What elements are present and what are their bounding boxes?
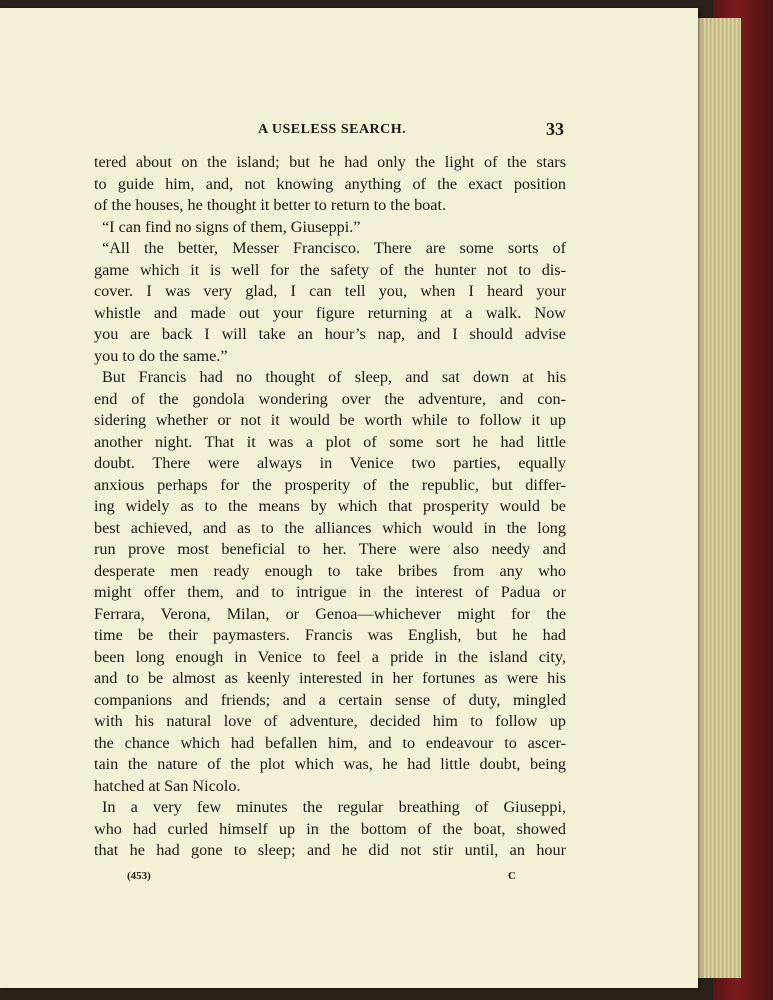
page-header: [0, 119, 698, 144]
text-line: tain the nature of the plot which was, he had little doubt, being: [94, 755, 566, 773]
text-line: time be their paymasters. Francis was English, but he had: [94, 626, 566, 644]
text-line: companions and friends; and a certain sense of duty, mingled: [94, 690, 566, 709]
text-line: anxious perhaps for the prosperity of the republic, but differ-: [94, 475, 566, 494]
book-page: [0, 8, 698, 988]
signature-number: (453): [127, 870, 151, 882]
text-line: game which it is well for the safety of the hunter not to dis-: [94, 260, 566, 279]
text-line: whistle and made out your figure returning at a walk. Now: [94, 303, 566, 322]
page-edges: [696, 18, 741, 978]
text-line: “I can find no signs of them, Giuseppi.”: [102, 217, 361, 236]
text-line: that he had gone to sleep; and he did not stir until, an hour: [94, 841, 566, 859]
text-line: But Francis had no thought of sleep, and sat down at his: [102, 368, 566, 386]
text-line: of the houses, he thought it better to return to the boat.: [94, 196, 446, 214]
text-line: In a very few minutes the regular breathing of Giuseppi,: [102, 798, 566, 816]
text-line: and to be almost as keenly interested in her fortunes as were his: [94, 669, 566, 687]
text-line: who had curled himself up in the bottom of the boat, showed: [94, 819, 566, 838]
text-line: you to do the same.”: [94, 346, 228, 365]
running-title: A USELESS SEARCH.: [258, 122, 407, 137]
text-line: tered about on the island; but he had only the light of the stars: [94, 153, 566, 171]
text-line: the chance which had befallen him, and to endeavour to ascer-: [94, 733, 566, 752]
text-line: you are back I will take an hour’s nap, and I should advise: [94, 325, 566, 343]
text-line: end of the gondola wondering over the adventure, and con-: [94, 389, 566, 408]
page-number: 33: [546, 119, 564, 139]
text-line: to guide him, and, not knowing anything of the exact position: [94, 174, 566, 193]
text-line: ing widely as to the means by which that prosperity would be: [94, 497, 566, 515]
text-line: with his natural love of adventure, decided him to follow up: [94, 712, 566, 730]
body-text: [94, 152, 566, 862]
signature-letter: C: [508, 870, 516, 882]
text-line: might offer them, and to intrigue in the interest of Padua or: [94, 583, 566, 601]
text-line: another night. That it was a plot of some sort he had little: [94, 432, 566, 451]
text-line: run prove most beneficial to her. There were also needy and: [94, 540, 566, 558]
page-footer: [0, 870, 698, 888]
text-line: hatched at San Nicolo.: [94, 776, 241, 795]
text-line: sidering whether or not it would be worth while to follow it up: [94, 411, 566, 429]
text-line: been long enough in Venice to feel a pride in the island city,: [94, 647, 566, 666]
text-line: desperate men ready enough to take bribes from any who: [94, 561, 566, 580]
text-line: Ferrara, Verona, Milan, or Genoa—whichever might for the: [94, 604, 566, 623]
text-line: best achieved, and as to the alliances which would in the long: [94, 518, 566, 537]
text-line: “All the better, Messer Francisco. There are some sorts of: [102, 239, 566, 257]
text-line: cover. I was very glad, I can tell you, when I heard your: [94, 282, 566, 300]
text-line: doubt. There were always in Venice two parties, equally: [94, 454, 566, 472]
